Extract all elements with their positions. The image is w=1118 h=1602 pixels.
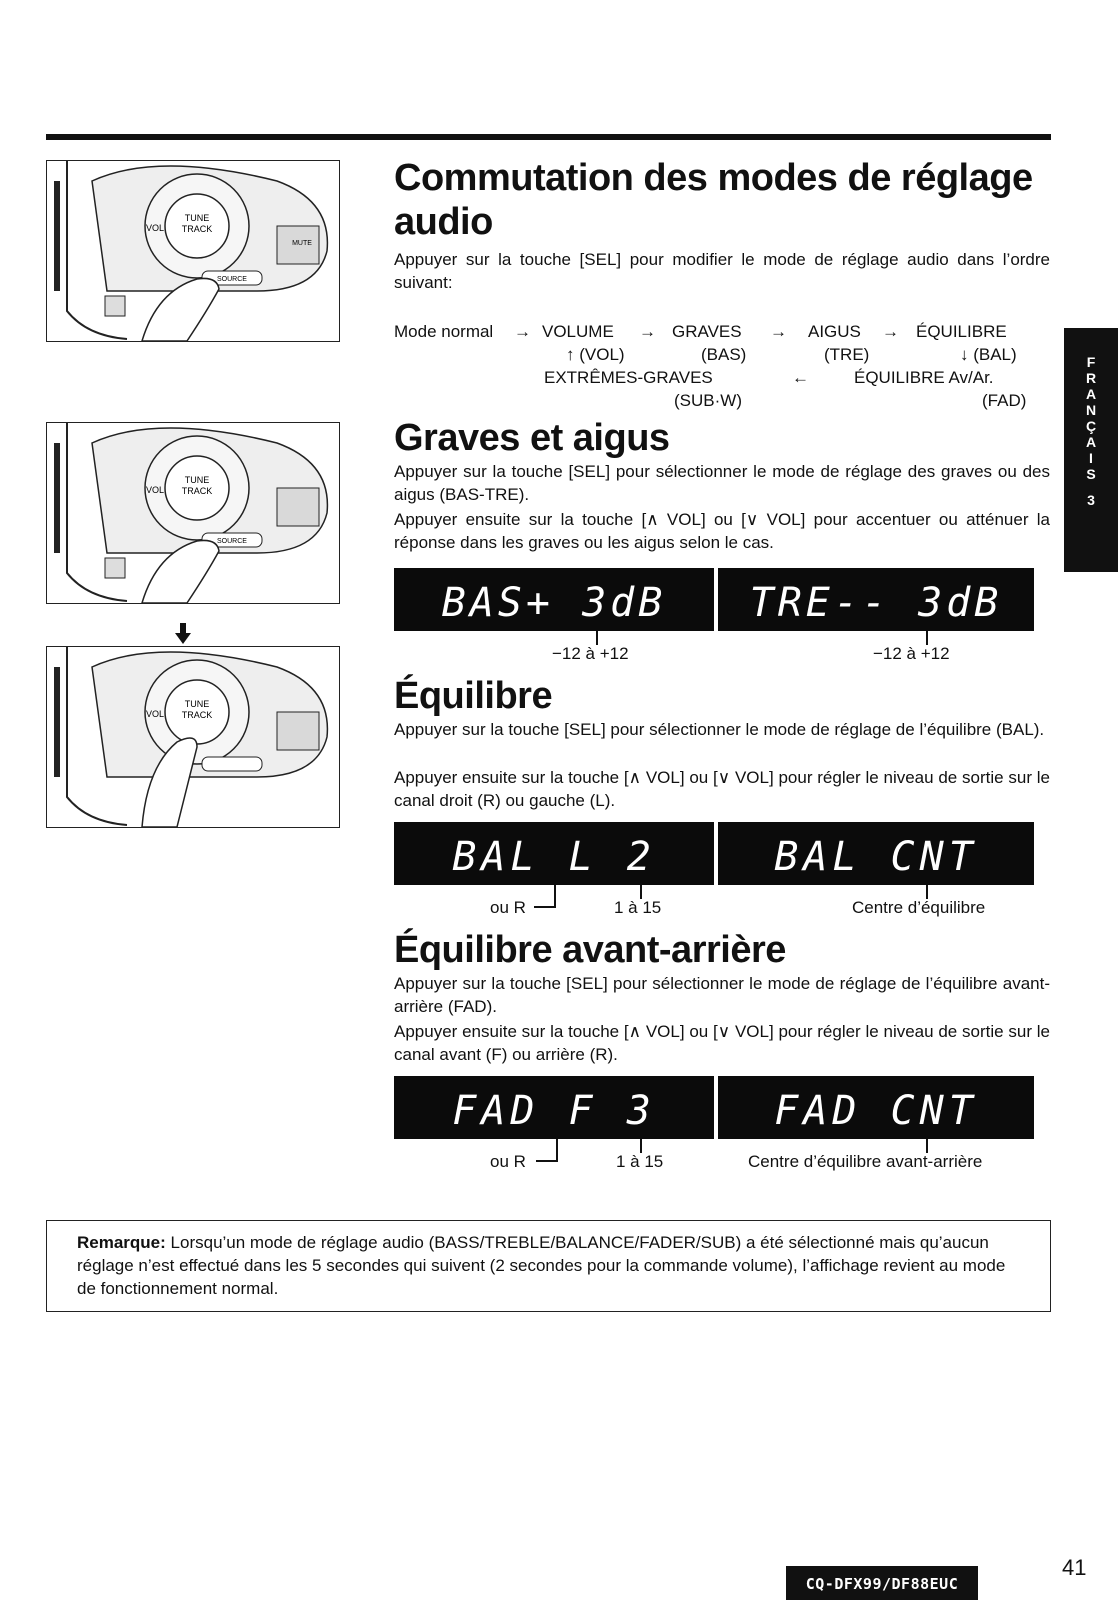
page-number: 41 (1062, 1555, 1087, 1580)
model-label: CQ-DFX99/DF88EUC (786, 1566, 978, 1600)
caption-bal-center: Centre d’équilibre (852, 898, 986, 917)
lcd-bas (394, 568, 714, 631)
lcd-tre (718, 568, 1034, 631)
heading-commutation: Commutation des modes de réglage audio (394, 157, 1033, 243)
heading-equilibre-av-ar: Équilibre avant-arrière (394, 929, 786, 971)
text-equilibre-2: Appuyer ensuite sur la touche [∧ VOL] ou [∨ VOL] pour régler le niveau de sortie sur le canal droit (R) ou gauche (L). (394, 768, 1050, 810)
illus-tune-label: TUNE (184, 213, 210, 223)
caption-bal-range: 1 à 15 (614, 898, 662, 917)
caption-tre-range: −12 à +12 (873, 644, 950, 663)
text-fad-1: Appuyer sur la touche [SEL] pour sélectionner le mode de réglage de l’équilibre avant-arrière (FAD). (394, 974, 1050, 1016)
svg-text:FAD CNT: FAD CNT (774, 1088, 978, 1134)
lcd-bal-l (394, 822, 714, 885)
illus-mute-label: MUTE (292, 240, 312, 247)
svg-text:TRACK: TRACK (181, 710, 213, 720)
illus-source-label: SOURCE (217, 276, 247, 283)
lcd-fad-f (394, 1076, 714, 1139)
illus-vol-label: VOL (145, 223, 165, 233)
note-text: Lorsqu’un mode de réglage audio (BASS/TREBLE/BALANCE/FADER/SUB) a été sélectionné mais qu’aucun réglage n’est effectué dans les 5 secondes qui suivent (2 secondes pour la commande volume), l’affichage revient au mode de fonctionnement normal. (77, 1233, 1006, 1298)
heading-equilibre: Équilibre (394, 675, 553, 717)
tab-number: 3 (1087, 492, 1095, 508)
svg-text:BAL CNT: BAL CNT (774, 834, 978, 880)
language-tab: F R A N Ç A I S 3 (1064, 328, 1118, 572)
svg-text:TRE-- 3dB: TRE-- 3dB (749, 580, 1003, 626)
heading-graves-aigus: Graves et aigus (394, 417, 670, 459)
caption-fad-center: Centre d’équilibre avant-arrière (748, 1152, 983, 1171)
note-label: Remarque: (77, 1233, 166, 1252)
text-graves-1: Appuyer sur la touche [SEL] pour sélectionner le mode de réglage des graves ou des aigus (BAS-TRE). (394, 462, 1050, 504)
illustration-vol-adjust (46, 646, 340, 828)
text-equilibre-1: Appuyer sur la touche [SEL] pour sélectionner le mode de réglage de l’équilibre (BAL). (394, 720, 1045, 739)
svg-text:TUNE: TUNE (184, 699, 210, 709)
caption-fad-range: 1 à 15 (616, 1152, 664, 1171)
mode-sequence: Mode normal → VOLUME → GRAVES → AIGUS → ÉQUILIBRE ↑ (VOL) (BAS) (TRE) ↓ (BAL) EXTRÊMES-GRAVES ← ÉQUILIBRE Av/Ar. (SUB·W) (FAD) (394, 322, 1027, 410)
illustration-press-sel (46, 160, 340, 342)
note-box (46, 1220, 1051, 1312)
text-fad-2: Appuyer ensuite sur la touche [∧ VOL] ou [∨ VOL] pour régler le niveau de sortie sur le canal avant (F) ou arrière (R). (394, 1022, 1050, 1064)
lcd-bal-cnt (718, 822, 1034, 885)
svg-text:BAL L 2: BAL L 2 (452, 834, 656, 880)
svg-text:TRACK: TRACK (181, 486, 213, 496)
caption-fad-or: ou R (490, 1152, 526, 1171)
top-rule (46, 134, 1051, 140)
text-graves-2: Appuyer ensuite sur la touche [∧ VOL] ou [∨ VOL] pour accentuer ou atténuer la réponse dans les graves ou les aigus selon le cas. (394, 510, 1050, 552)
text-commutation: Appuyer sur la touche [SEL] pour modifier le mode de réglage audio dans l’ordre suivant: (394, 250, 1050, 292)
caption-bal-or: ou R (490, 898, 526, 917)
svg-text:VOL: VOL (145, 709, 165, 719)
svg-text:TUNE: TUNE (184, 475, 210, 485)
svg-text:SOURCE: SOURCE (217, 538, 247, 545)
caption-bas-range: −12 à +12 (552, 644, 629, 663)
svg-text:VOL: VOL (145, 485, 165, 495)
illus-track-label: TRACK (181, 224, 213, 234)
lcd-fad-cnt (718, 1076, 1034, 1139)
illustration-graves-aigus (46, 422, 340, 604)
svg-text:BAS+ 3dB: BAS+ 3dB (441, 580, 667, 626)
svg-text:FAD F 3: FAD F 3 (452, 1088, 656, 1134)
